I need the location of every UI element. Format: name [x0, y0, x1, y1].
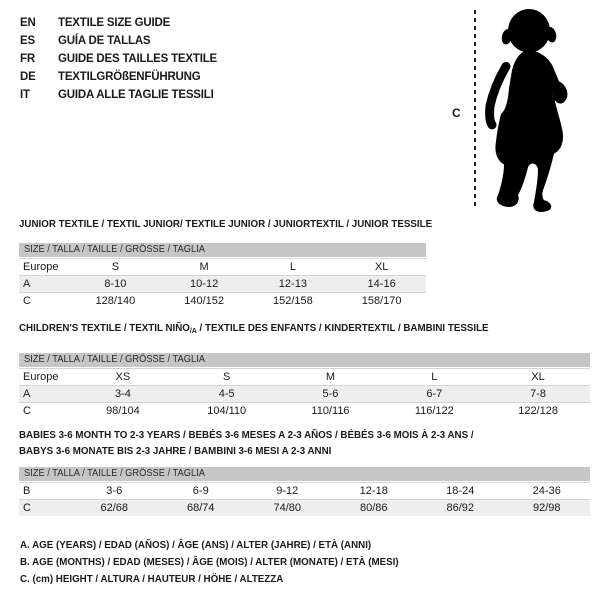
- size-header-text: SIZE / TALLA / TAILLE / GRÖSSE / TAGLIA: [24, 468, 205, 479]
- footnotes: [20, 537, 427, 588]
- language-code: ES: [20, 35, 35, 47]
- title-pre: CHILDREN'S TEXTILE / TEXTIL NIÑO: [19, 322, 190, 334]
- age-cell: 3-6: [106, 485, 123, 497]
- table-row-height: [19, 402, 590, 419]
- age-cell: 3-4: [114, 388, 131, 400]
- size-cell: L: [431, 371, 438, 383]
- size-cell: S: [223, 371, 231, 383]
- row-label: C: [23, 295, 31, 307]
- height-cell: 98/104: [106, 405, 140, 417]
- title-post: / TEXTILE DES ENFANTS / KINDERTEXTIL / BAMBINI TESSILE: [196, 322, 489, 334]
- height-cell: 122/128: [518, 405, 558, 417]
- size-cell: XL: [531, 371, 545, 383]
- children-table-title-text: [19, 322, 489, 337]
- babies-title-line1: BABIES 3-6 MONTH TO 2-3 YEARS / BEBÉS 3-6 MESES A 2-3 AÑOS / BÉBÉS 3-6 MOIS À 2-3 ANS /: [19, 429, 474, 441]
- size-header-text: SIZE / TALLA / TAILLE / GRÖSSE / TAGLIA: [24, 244, 205, 255]
- row-label: A: [23, 278, 31, 290]
- height-cell: 152/158: [272, 295, 313, 307]
- footnote-age-months: [20, 554, 427, 571]
- height-dashed-line: [474, 10, 476, 206]
- height-cell: 140/152: [184, 295, 224, 307]
- height-cell: 68/74: [186, 502, 215, 514]
- table-row-age-months: [19, 482, 590, 499]
- size-header-bar: [19, 353, 590, 367]
- size-cell: S: [111, 261, 120, 273]
- size-cell: M: [199, 261, 209, 273]
- size-cell: XL: [374, 261, 389, 273]
- age-cell: 8-10: [104, 278, 127, 290]
- babies-table: [19, 427, 590, 516]
- row-label: C: [23, 502, 31, 514]
- height-cell: 116/122: [414, 405, 454, 417]
- size-cell: L: [289, 261, 296, 273]
- height-cell: 110/116: [311, 405, 350, 417]
- age-cell: 6-7: [426, 388, 443, 400]
- age-cell: 24-36: [532, 485, 561, 497]
- height-cell: 158/170: [361, 295, 402, 307]
- language-label: GUÍA DE TALLAS: [58, 35, 151, 47]
- table-row-age: [19, 385, 590, 402]
- children-table-title: [19, 322, 590, 337]
- height-cell: 62/68: [100, 502, 129, 514]
- height-cell: 104/110: [207, 405, 247, 417]
- language-code: EN: [20, 17, 36, 29]
- language-code: FR: [20, 53, 35, 65]
- baby-silhouette-icon: [481, 5, 573, 213]
- junior-table: [19, 218, 433, 309]
- age-cell: 10-12: [190, 278, 219, 290]
- height-cell: 74/80: [273, 502, 302, 514]
- height-cell: 128/140: [95, 295, 136, 307]
- language-label: TEXTILGRÖßENFÜHRUNG: [58, 71, 201, 83]
- junior-table-title: [19, 218, 433, 230]
- footnote-age-years-text: A. AGE (YEARS) / EDAD (AÑOS) / ÂGE (ANS) / ALTER (JAHRE) / ETÀ (ANNI): [20, 539, 372, 551]
- height-cell: 80/86: [359, 502, 388, 514]
- language-code: IT: [20, 89, 30, 101]
- size-cell: XS: [115, 371, 131, 383]
- language-row: [20, 14, 217, 32]
- table-row-height: [19, 292, 426, 309]
- language-row: [20, 32, 217, 50]
- language-row: [20, 68, 217, 86]
- table-row-age: [19, 275, 426, 292]
- size-header-text: SIZE / TALLA / TAILLE / GRÖSSE / TAGLIA: [24, 354, 205, 365]
- children-table: [19, 322, 590, 419]
- age-cell: 7-8: [530, 388, 547, 400]
- babies-title-line2: BABYS 3-6 MONATE BIS 2-3 JAHRE / BAMBINI 3-6 MESI A 2-3 ANNI: [19, 445, 332, 457]
- size-cell: M: [325, 371, 336, 383]
- table-row-europe: [19, 368, 590, 385]
- age-cell: 5-6: [322, 388, 339, 400]
- row-label: Europe: [23, 371, 59, 383]
- age-cell: 14-16: [367, 278, 396, 290]
- age-cell: 4-5: [218, 388, 235, 400]
- footnote-age-years: [20, 537, 427, 554]
- footnote-age-months-text: B. AGE (MONTHS) / EDAD (MESES) / ÂGE (MOIS) / ALTER (MONATE) / ETÀ (MESI): [20, 556, 399, 568]
- language-row: [20, 50, 217, 68]
- age-cell: 12-18: [359, 485, 388, 497]
- junior-table-title-text: JUNIOR TEXTILE / TEXTIL JUNIOR/ TEXTILE JUNIOR / JUNIORTEXTIL / JUNIOR TESSILE: [19, 218, 433, 230]
- title-sub: /A: [189, 326, 197, 335]
- language-code: DE: [20, 71, 36, 83]
- age-cell: 18-24: [446, 485, 475, 497]
- age-cell: 9-12: [276, 485, 299, 497]
- language-label: GUIDE DES TAILLES TEXTILE: [58, 53, 217, 65]
- language-label: TEXTILE SIZE GUIDE: [58, 17, 171, 29]
- babies-table-title: [19, 427, 590, 459]
- language-row: [20, 86, 217, 104]
- table-row-europe: [19, 258, 426, 275]
- height-cell: 92/98: [532, 502, 561, 514]
- table-row-height: [19, 499, 590, 516]
- size-header-bar: [19, 243, 426, 257]
- age-cell: 12-13: [278, 278, 307, 290]
- footnote-height-text: C. (cm) HEIGHT / ALTURA / HAUTEUR / HÖHE / ALTEZZA: [20, 573, 284, 585]
- language-list: [20, 14, 217, 104]
- height-measure-label: C: [452, 106, 461, 120]
- row-label: B: [23, 485, 31, 497]
- language-label: GUIDA ALLE TAGLIE TESSILI: [58, 89, 214, 101]
- footnote-height: [20, 571, 427, 588]
- age-cell: 6-9: [192, 485, 209, 497]
- row-label: A: [23, 388, 31, 400]
- row-label: Europe: [23, 261, 59, 273]
- height-cell: 86/92: [446, 502, 475, 514]
- row-label: C: [23, 405, 31, 417]
- size-header-bar: [19, 467, 590, 481]
